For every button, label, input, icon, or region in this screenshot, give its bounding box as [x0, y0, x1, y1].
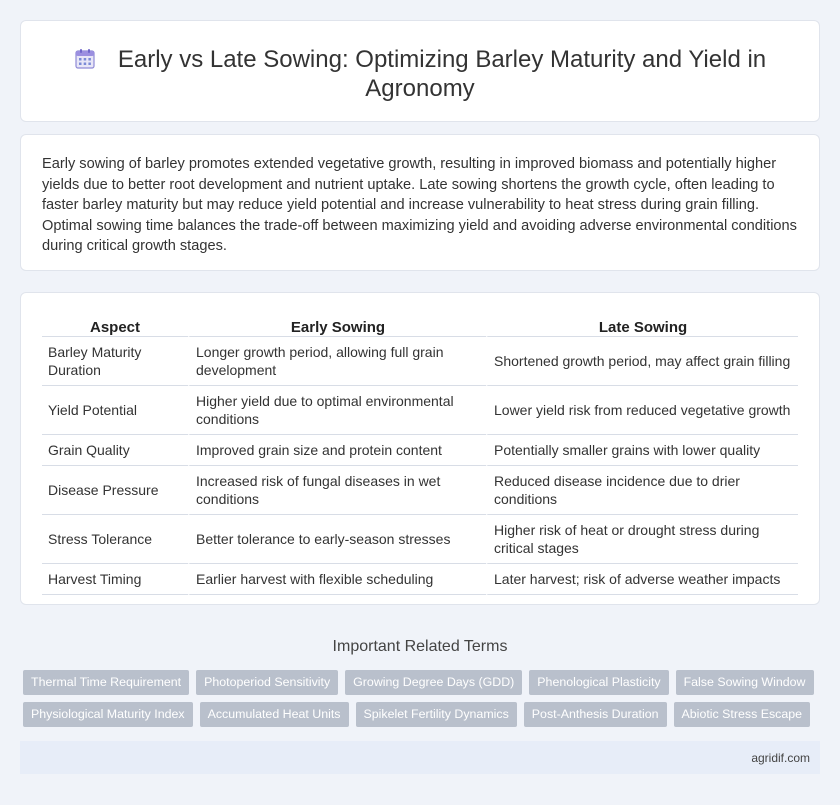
table-row	[42, 435, 798, 466]
cell-aspect: Grain Quality	[42, 435, 188, 466]
title-card	[20, 20, 820, 122]
tag-growing-degree-days[interactable]: Growing Degree Days (GDD)	[345, 670, 522, 695]
cell-late: Lower yield risk from reduced vegetative growth	[486, 386, 798, 435]
tag-abiotic-stress-escape[interactable]: Abiotic Stress Escape	[674, 702, 811, 727]
header-late-sowing: Late Sowing	[486, 314, 798, 337]
cell-early: Better tolerance to early-season stresses	[188, 515, 486, 564]
cell-aspect: Barley Maturity Duration	[42, 337, 188, 386]
tag-false-sowing-window[interactable]: False Sowing Window	[676, 670, 814, 695]
tag-row-1	[23, 670, 813, 695]
calendar-icon	[74, 48, 96, 70]
tag-accumulated-heat-units[interactable]: Accumulated Heat Units	[200, 702, 349, 727]
tag-photoperiod-sensitivity[interactable]: Photoperiod Sensitivity	[196, 670, 338, 695]
cell-aspect: Disease Pressure	[42, 466, 188, 515]
table-header-row	[42, 314, 798, 337]
cell-early: Longer growth period, allowing full grain development	[188, 337, 486, 386]
cell-late: Reduced disease incidence due to drier conditions	[486, 466, 798, 515]
tag-spikelet-fertility-dynamics[interactable]: Spikelet Fertility Dynamics	[356, 702, 517, 727]
table-row	[42, 564, 798, 595]
intro-card	[20, 134, 820, 271]
header-early-sowing: Early Sowing	[188, 314, 486, 337]
cell-early: Higher yield due to optimal environmental conditions	[188, 386, 486, 435]
comparison-table	[42, 314, 798, 595]
comparison-card	[20, 292, 820, 605]
table-row	[42, 337, 798, 386]
cell-late: Later harvest; risk of adverse weather impacts	[486, 564, 798, 595]
tag-physiological-maturity-index[interactable]: Physiological Maturity Index	[23, 702, 193, 727]
page-title-wrap	[21, 45, 819, 103]
table-row	[42, 466, 798, 515]
cell-early: Earlier harvest with flexible scheduling	[188, 564, 486, 595]
cell-late: Shortened growth period, may affect grain filling	[486, 337, 798, 386]
cell-late: Higher risk of heat or drought stress during critical stages	[486, 515, 798, 564]
tag-post-anthesis-duration[interactable]: Post-Anthesis Duration	[524, 702, 667, 727]
cell-aspect: Yield Potential	[42, 386, 188, 435]
tag-row-2	[23, 702, 813, 727]
footer	[20, 741, 820, 774]
footer-site-link[interactable]: agridif.com	[751, 751, 810, 765]
cell-aspect: Harvest Timing	[42, 564, 188, 595]
cell-aspect: Stress Tolerance	[42, 515, 188, 564]
cell-late: Potentially smaller grains with lower quality	[486, 435, 798, 466]
related-terms-heading: Important Related Terms	[332, 638, 508, 655]
table-row	[42, 386, 798, 435]
header-aspect: Aspect	[42, 314, 188, 337]
page-title: Early vs Late Sowing: Optimizing Barley Maturity and Yield in Agronomy	[117, 46, 767, 102]
cell-early: Improved grain size and protein content	[188, 435, 486, 466]
tag-phenological-plasticity[interactable]: Phenological Plasticity	[529, 670, 668, 695]
cell-early: Increased risk of fungal diseases in wet conditions	[188, 466, 486, 515]
intro-paragraph: Early sowing of barley promotes extended vegetative growth, resulting in improved biomass and potentially higher yields due to better root development and nutrient uptake. Late sowing shortens the growth cycle, often leading to faster barley maturity but may reduce yield potential and increase vulnerability to heat stress during grain filling. Optimal sowing time balances the trade-off between maximizing yield and avoiding adverse environmental conditions during critical growth stages.	[42, 156, 797, 255]
related-terms-tags	[23, 670, 813, 734]
tag-thermal-time-requirement[interactable]: Thermal Time Requirement	[23, 670, 189, 695]
table-row	[42, 515, 798, 564]
